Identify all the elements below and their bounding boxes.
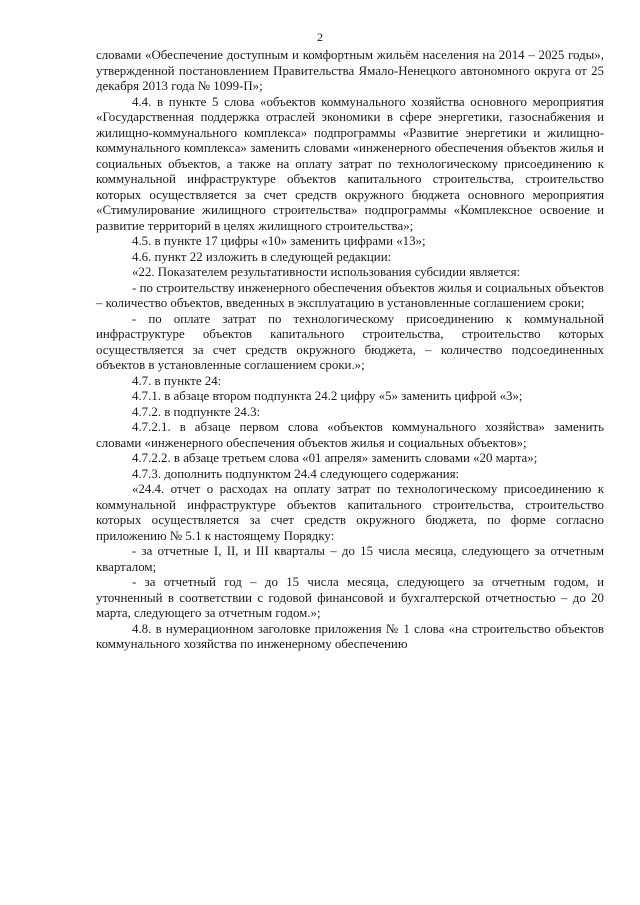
paragraph-22: «22. Показателем результативности использования субсидии является: bbox=[132, 265, 521, 279]
paragraph-24-4-item-1: - за отчетные I, II, и III кварталы – до 15 числа месяца, следующего за отчетным кварталом; bbox=[96, 544, 604, 574]
paragraph-4-8: 4.8. в нумерационном заголовке приложения № 1 слова «на строительство объектов коммунального хозяйства по инженерному обеспечению bbox=[96, 621, 604, 651]
document-body bbox=[96, 48, 604, 653]
paragraph-4-6: 4.6. пункт 22 изложить в следующей редакции: bbox=[132, 249, 392, 264]
paragraph-continuation: словами «Обеспечение доступным и комфортным жильём населения на 2014 – 2025 годы», утвержденной постановлением Правительства Ямало-Ненецкого автономного округа от 25 декабря 2013 года № 1099-П»; bbox=[96, 48, 604, 93]
paragraph-4-7-2-1: 4.7.2.1. в абзаце первом слова «объектов коммунального хозяйства» заменить словами «инженерного обеспечения объектов жилья и социальных объектов»; bbox=[96, 420, 604, 450]
page-number: 2 bbox=[317, 30, 323, 44]
paragraph-4-7-2: 4.7.2. в подпункте 24.3: bbox=[132, 404, 261, 419]
paragraph-4-4: 4.4. в пункте 5 слова «объектов коммунального хозяйства основного мероприятия «Государственная поддержка отраслей экономики в сфере энергетики, газоснабжения и жилищно-коммунального комплекса» подпрограммы «Развитие энергетики и жилищно-коммунального комплекса» заменить словами «инженерного обеспечения объектов жилья и социальных объектов, а также на оплату затрат по технологическому присоединению к коммунальной инфраструктуре объектов капитального строительства, строительство которых осуществляется за счет средств окружного бюджета основного мероприятия «Стимулирование жилищного строительства» подпрограммы «Комплексное освоение и развитие территорий в целях жилищного строительства»; bbox=[96, 94, 604, 233]
paragraph-4-7-2-2: 4.7.2.2. в абзаце третьем слова «01 апреля» заменить словами «20 марта»; bbox=[132, 451, 538, 465]
paragraph-4-7-1: 4.7.1. в абзаце втором подпункта 24.2 цифру «5» заменить цифрой «3»; bbox=[132, 389, 523, 403]
paragraph-22-item-2: - по оплате затрат по технологическому присоединению к коммунальной инфраструктуре объектов капитального строительства, строительство которых осуществляется за счет средств окружного бюджета, – количество подсоединенных объектов в установленные соглашением сроки.»; bbox=[96, 311, 604, 372]
paragraph-22-item-1: - по строительству инженерного обеспечения объектов жилья и социальных объектов – количество объектов, введенных в эксплуатацию в установленные соглашением сроки; bbox=[96, 280, 604, 310]
paragraph-24-4: «24.4. отчет о расходах на оплату затрат по технологическому присоединению к коммунальной инфраструктуре объектов капитального строительства, строительство которых осуществляется за счет средств окружного бюджета, по форме согласно приложению № 5.1 к настоящему Порядку: bbox=[96, 482, 604, 543]
paragraph-4-7: 4.7. в пункте 24: bbox=[132, 373, 222, 388]
paragraph-24-4-item-2: - за отчетный год – до 15 числа месяца, следующего за отчетным годом, и уточненный в соответствии с годовой финансовой и бухгалтерской отчетностью – до 20 марта, следующего за отчетным годом.»; bbox=[96, 575, 604, 620]
paragraph-4-5: 4.5. в пункте 17 цифры «10» заменить цифрами «13»; bbox=[132, 234, 426, 248]
paragraph-4-7-3: 4.7.3. дополнить подпунктом 24.4 следующего содержания: bbox=[132, 466, 460, 481]
